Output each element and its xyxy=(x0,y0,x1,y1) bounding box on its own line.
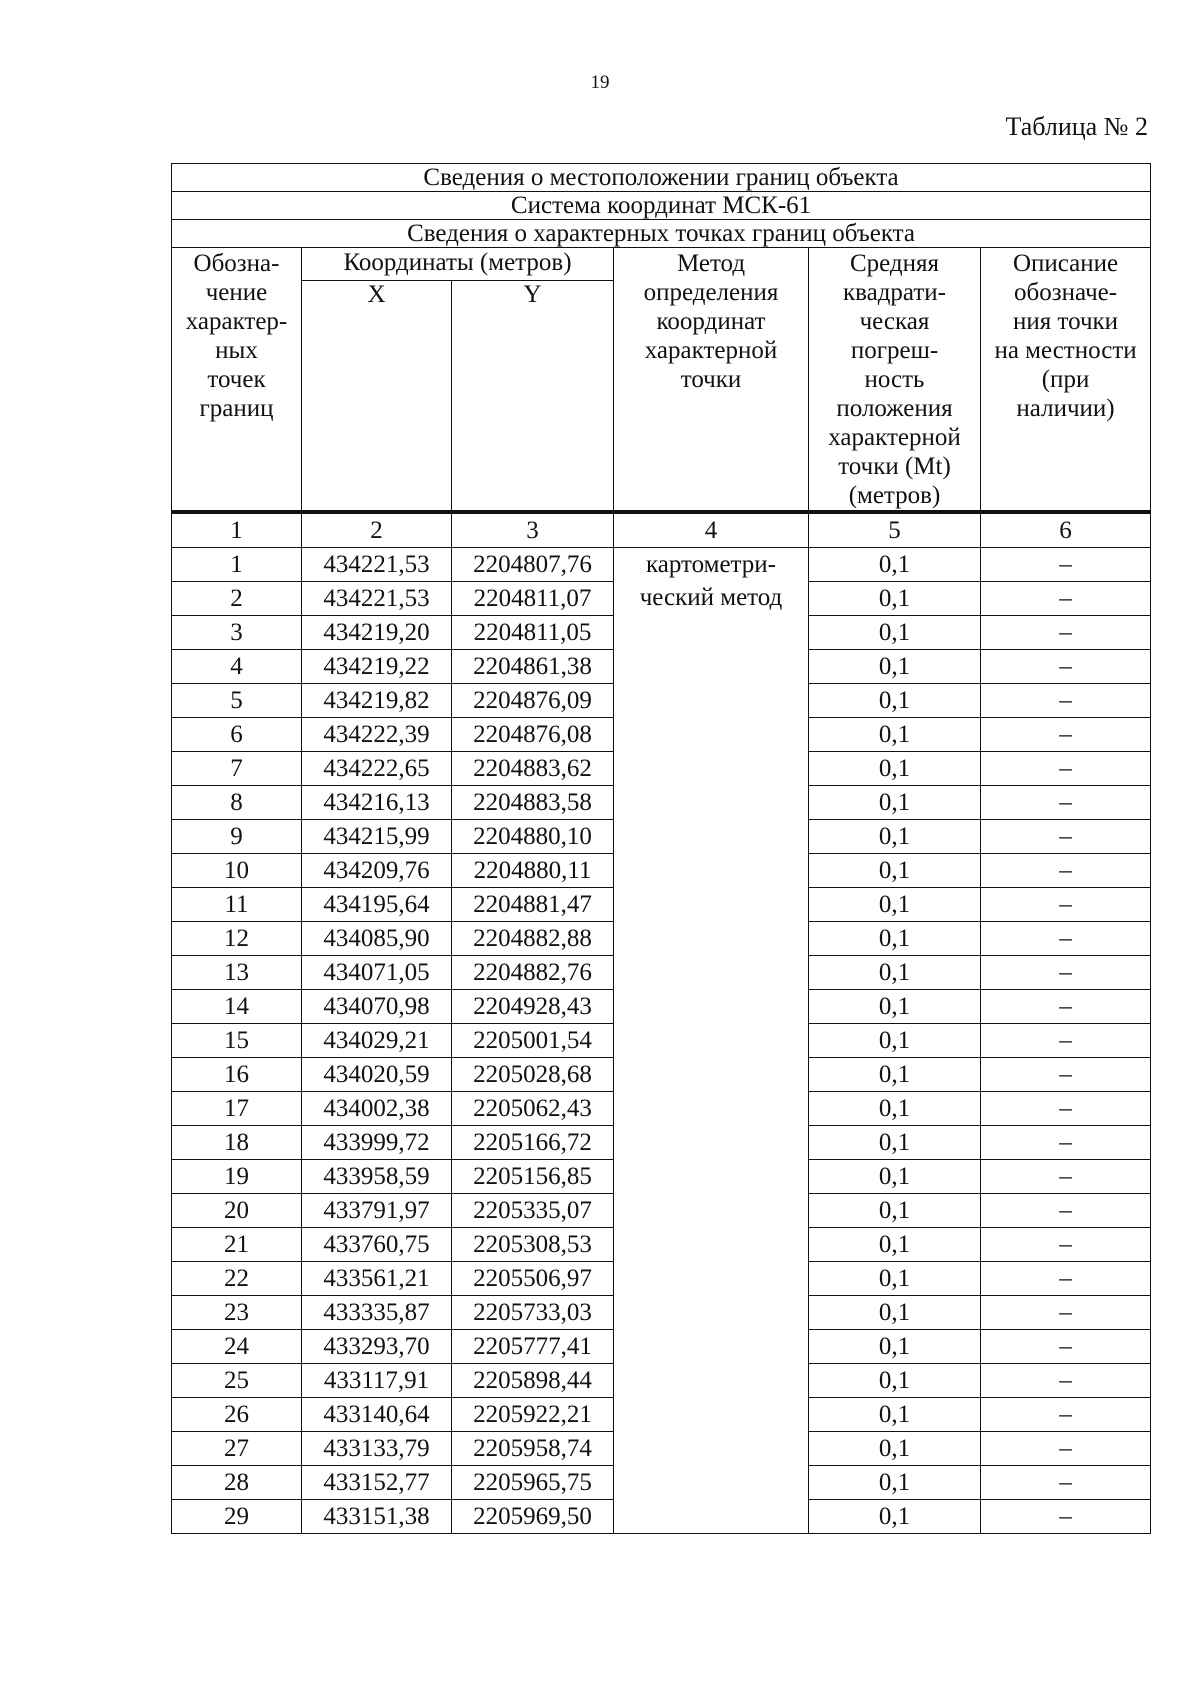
coordinate-y: 2204811,05 xyxy=(452,616,614,650)
position-error: 0,1 xyxy=(809,548,981,582)
coordinate-x: 434215,99 xyxy=(302,820,452,854)
point-number: 17 xyxy=(172,1092,302,1126)
column-number: 2 xyxy=(302,512,452,548)
position-error: 0,1 xyxy=(809,1160,981,1194)
table-title-location: Сведения о местоположении границ объекта xyxy=(172,164,1151,192)
coordinate-x: 433293,70 xyxy=(302,1330,452,1364)
position-error: 0,1 xyxy=(809,1058,981,1092)
coordinate-y: 2205733,03 xyxy=(452,1296,614,1330)
point-description: – xyxy=(981,1228,1151,1262)
position-error: 0,1 xyxy=(809,1092,981,1126)
point-number: 11 xyxy=(172,888,302,922)
coordinate-x: 434219,22 xyxy=(302,650,452,684)
coordinate-y: 2204882,76 xyxy=(452,956,614,990)
table-title-row xyxy=(172,220,1151,248)
position-error: 0,1 xyxy=(809,684,981,718)
coordinate-y: 2204861,38 xyxy=(452,650,614,684)
position-error: 0,1 xyxy=(809,1228,981,1262)
coordinate-x: 434219,20 xyxy=(302,616,452,650)
point-number: 18 xyxy=(172,1126,302,1160)
point-description: – xyxy=(981,582,1151,616)
point-description: – xyxy=(981,1092,1151,1126)
coordinate-y: 2205335,07 xyxy=(452,1194,614,1228)
coordinate-y: 2205062,43 xyxy=(452,1092,614,1126)
point-number: 12 xyxy=(172,922,302,956)
coordinate-x: 433140,64 xyxy=(302,1398,452,1432)
point-description: – xyxy=(981,650,1151,684)
column-number: 1 xyxy=(172,512,302,548)
point-description: – xyxy=(981,1024,1151,1058)
column-header-y: Y xyxy=(452,281,614,512)
coordinate-x: 434070,98 xyxy=(302,990,452,1024)
table-title-coordinate-system: Система координат МСК-61 xyxy=(172,192,1151,220)
point-description: – xyxy=(981,1194,1151,1228)
coordinate-y: 2204876,09 xyxy=(452,684,614,718)
point-number: 1 xyxy=(172,548,302,582)
point-description: – xyxy=(981,548,1151,582)
column-header-row xyxy=(172,248,1151,281)
method-cell: картометри- ческий метод xyxy=(614,548,809,1534)
coordinates-table xyxy=(171,163,1151,1534)
point-number: 20 xyxy=(172,1194,302,1228)
point-description: – xyxy=(981,854,1151,888)
column-number-row xyxy=(172,512,1151,548)
coordinate-x: 434221,53 xyxy=(302,582,452,616)
coordinate-x: 434216,13 xyxy=(302,786,452,820)
coordinate-x: 434071,05 xyxy=(302,956,452,990)
coordinate-x: 434219,82 xyxy=(302,684,452,718)
coordinate-y: 2205506,97 xyxy=(452,1262,614,1296)
column-header-method: Метод определения координат характерной точки xyxy=(614,248,809,513)
table-title-row xyxy=(172,192,1151,220)
position-error: 0,1 xyxy=(809,582,981,616)
point-description: – xyxy=(981,752,1151,786)
position-error: 0,1 xyxy=(809,1126,981,1160)
point-number: 29 xyxy=(172,1500,302,1534)
position-error: 0,1 xyxy=(809,854,981,888)
coordinate-y: 2205958,74 xyxy=(452,1432,614,1466)
coordinate-x: 433999,72 xyxy=(302,1126,452,1160)
point-number: 28 xyxy=(172,1466,302,1500)
point-number: 27 xyxy=(172,1432,302,1466)
column-header-description: Описание обозначе- ния точки на местности (при наличии) xyxy=(981,248,1151,513)
point-number: 7 xyxy=(172,752,302,786)
position-error: 0,1 xyxy=(809,1432,981,1466)
coordinate-y: 2205308,53 xyxy=(452,1228,614,1262)
coordinate-x: 434222,65 xyxy=(302,752,452,786)
coordinate-x: 433760,75 xyxy=(302,1228,452,1262)
coordinate-y: 2205001,54 xyxy=(452,1024,614,1058)
coordinate-y: 2205156,85 xyxy=(452,1160,614,1194)
coordinate-y: 2204811,07 xyxy=(452,582,614,616)
position-error: 0,1 xyxy=(809,922,981,956)
point-number: 21 xyxy=(172,1228,302,1262)
coordinate-x: 434221,53 xyxy=(302,548,452,582)
coordinate-x: 433152,77 xyxy=(302,1466,452,1500)
coordinate-x: 434029,21 xyxy=(302,1024,452,1058)
coordinate-y: 2204880,10 xyxy=(452,820,614,854)
point-description: – xyxy=(981,1500,1151,1534)
coordinate-x: 434020,59 xyxy=(302,1058,452,1092)
coordinate-y: 2204880,11 xyxy=(452,854,614,888)
column-number: 5 xyxy=(809,512,981,548)
point-description: – xyxy=(981,888,1151,922)
column-number: 4 xyxy=(614,512,809,548)
point-description: – xyxy=(981,956,1151,990)
point-number: 13 xyxy=(172,956,302,990)
column-header-error: Средняя квадрати- ческая погреш- ность положения характерной точки (Mt) (метров) xyxy=(809,248,981,513)
coordinate-y: 2205922,21 xyxy=(452,1398,614,1432)
column-number: 3 xyxy=(452,512,614,548)
point-number: 8 xyxy=(172,786,302,820)
position-error: 0,1 xyxy=(809,752,981,786)
coordinate-y: 2204881,47 xyxy=(452,888,614,922)
point-description: – xyxy=(981,1126,1151,1160)
point-description: – xyxy=(981,1262,1151,1296)
coordinate-y: 2205969,50 xyxy=(452,1500,614,1534)
coordinate-x: 434209,76 xyxy=(302,854,452,888)
coordinate-y: 2204928,43 xyxy=(452,990,614,1024)
coordinate-x: 433958,59 xyxy=(302,1160,452,1194)
coordinate-x: 433151,38 xyxy=(302,1500,452,1534)
coordinate-y: 2204882,88 xyxy=(452,922,614,956)
point-number: 14 xyxy=(172,990,302,1024)
point-number: 6 xyxy=(172,718,302,752)
column-header-x: X xyxy=(302,281,452,512)
point-description: – xyxy=(981,616,1151,650)
point-number: 22 xyxy=(172,1262,302,1296)
point-description: – xyxy=(981,684,1151,718)
coordinate-x: 434002,38 xyxy=(302,1092,452,1126)
position-error: 0,1 xyxy=(809,718,981,752)
point-description: – xyxy=(981,1398,1151,1432)
point-number: 4 xyxy=(172,650,302,684)
point-description: – xyxy=(981,1296,1151,1330)
coordinate-y: 2205028,68 xyxy=(452,1058,614,1092)
coordinate-x: 433117,91 xyxy=(302,1364,452,1398)
position-error: 0,1 xyxy=(809,616,981,650)
table-title-row xyxy=(172,164,1151,192)
position-error: 0,1 xyxy=(809,1500,981,1534)
coordinate-y: 2205166,72 xyxy=(452,1126,614,1160)
position-error: 0,1 xyxy=(809,1024,981,1058)
coordinate-y: 2204807,76 xyxy=(452,548,614,582)
position-error: 0,1 xyxy=(809,1262,981,1296)
position-error: 0,1 xyxy=(809,1296,981,1330)
point-description: – xyxy=(981,922,1151,956)
point-number: 19 xyxy=(172,1160,302,1194)
point-description: – xyxy=(981,1364,1151,1398)
coordinate-x: 434085,90 xyxy=(302,922,452,956)
table-title-points: Сведения о характерных точках границ объекта xyxy=(172,220,1151,248)
point-number: 9 xyxy=(172,820,302,854)
coordinate-x: 434195,64 xyxy=(302,888,452,922)
position-error: 0,1 xyxy=(809,1194,981,1228)
point-number: 5 xyxy=(172,684,302,718)
position-error: 0,1 xyxy=(809,786,981,820)
page-number: 19 xyxy=(590,72,610,93)
coordinate-x: 433133,79 xyxy=(302,1432,452,1466)
position-error: 0,1 xyxy=(809,956,981,990)
coordinate-y: 2204883,58 xyxy=(452,786,614,820)
position-error: 0,1 xyxy=(809,888,981,922)
point-description: – xyxy=(981,1432,1151,1466)
column-header-designation: Обозна- чение характер- ных точек границ xyxy=(172,248,302,513)
point-description: – xyxy=(981,820,1151,854)
coordinate-x: 433561,21 xyxy=(302,1262,452,1296)
point-description: – xyxy=(981,1058,1151,1092)
point-description: – xyxy=(981,1160,1151,1194)
table-caption: Таблица № 2 xyxy=(1005,112,1148,141)
coordinate-y: 2205965,75 xyxy=(452,1466,614,1500)
position-error: 0,1 xyxy=(809,1466,981,1500)
coordinate-y: 2205898,44 xyxy=(452,1364,614,1398)
point-number: 3 xyxy=(172,616,302,650)
point-number: 16 xyxy=(172,1058,302,1092)
position-error: 0,1 xyxy=(809,650,981,684)
coordinate-y: 2205777,41 xyxy=(452,1330,614,1364)
position-error: 0,1 xyxy=(809,820,981,854)
coordinate-x: 433791,97 xyxy=(302,1194,452,1228)
point-number: 10 xyxy=(172,854,302,888)
point-description: – xyxy=(981,990,1151,1024)
point-description: – xyxy=(981,786,1151,820)
point-number: 26 xyxy=(172,1398,302,1432)
position-error: 0,1 xyxy=(809,1330,981,1364)
coordinate-x: 434222,39 xyxy=(302,718,452,752)
position-error: 0,1 xyxy=(809,990,981,1024)
point-number: 23 xyxy=(172,1296,302,1330)
point-number: 2 xyxy=(172,582,302,616)
point-description: – xyxy=(981,1466,1151,1500)
point-number: 15 xyxy=(172,1024,302,1058)
coordinate-x: 433335,87 xyxy=(302,1296,452,1330)
coordinate-y: 2204883,62 xyxy=(452,752,614,786)
column-header-coordinates: Координаты (метров) xyxy=(302,248,614,281)
point-number: 25 xyxy=(172,1364,302,1398)
point-description: – xyxy=(981,718,1151,752)
coordinate-y: 2204876,08 xyxy=(452,718,614,752)
position-error: 0,1 xyxy=(809,1364,981,1398)
position-error: 0,1 xyxy=(809,1398,981,1432)
point-description: – xyxy=(981,1330,1151,1364)
point-number: 24 xyxy=(172,1330,302,1364)
column-number: 6 xyxy=(981,512,1151,548)
table-row xyxy=(172,548,1151,582)
